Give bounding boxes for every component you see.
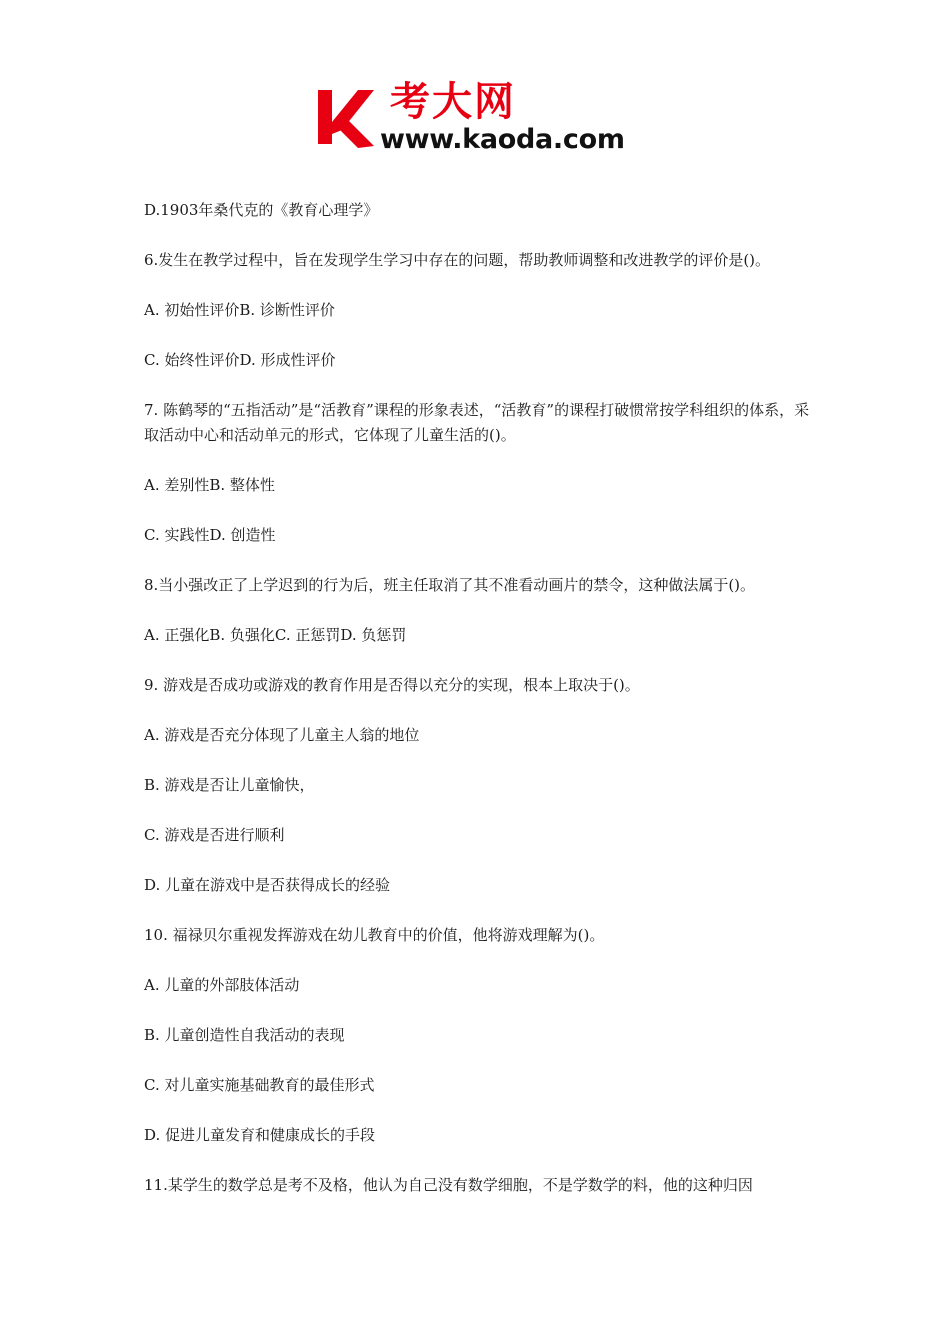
answer-option: A. 初始性评价B. 诊断性评价 xyxy=(144,301,335,319)
answer-option: B. 游戏是否让儿童愉快， xyxy=(144,776,315,794)
answer-option: A. 游戏是否充分体现了儿童主人翁的地位 xyxy=(144,726,420,744)
question-11: 11.某学生的数学总是考不及格，他认为自己没有数学细胞，不是学数学的料，他的这种归因 xyxy=(144,1176,753,1194)
logo-chinese-text: 考大网 xyxy=(390,79,516,125)
document-body xyxy=(144,198,824,1223)
kaoda-logo xyxy=(318,80,638,158)
answer-option: C. 始终性评价D. 形成性评价 xyxy=(144,351,336,369)
answer-option: D. 促进儿童发育和健康成长的手段 xyxy=(144,1126,376,1144)
k-logo-icon xyxy=(318,84,380,150)
question-6: 6.发生在教学过程中，旨在发现学生学习中存在的问题，帮助教师调整和改进教学的评价是()。 xyxy=(144,251,771,269)
answer-option: D. 儿童在游戏中是否获得成长的经验 xyxy=(144,876,391,894)
answer-option: A. 儿童的外部肢体活动 xyxy=(144,976,300,994)
question-8: 8.当小强改正了上学迟到的行为后，班主任取消了其不准看动画片的禁令，这种做法属于()。 xyxy=(144,576,756,594)
answer-option: A. 正强化B. 负强化C. 正惩罚D. 负惩罚 xyxy=(144,626,407,644)
answer-option: D.1903年桑代克的《教育心理学》 xyxy=(144,201,379,219)
answer-option: C. 游戏是否进行顺利 xyxy=(144,826,285,844)
question-7: 7. 陈鹤琴的“五指活动”是“活教育”课程的形象表述，“活教育”的课程打破惯常按学科组织的体系，采取活动中心和活动单元的形式，它体现了儿童生活的()。 xyxy=(144,401,810,444)
logo-url-text: www.kaoda.com xyxy=(380,124,625,155)
answer-option: A. 差别性B. 整体性 xyxy=(144,476,275,494)
answer-option: C. 实践性D. 创造性 xyxy=(144,526,276,544)
answer-option: C. 对儿童实施基础教育的最佳形式 xyxy=(144,1076,375,1094)
question-10: 10. 福禄贝尔重视发挥游戏在幼儿教育中的价值，他将游戏理解为()。 xyxy=(144,926,605,944)
answer-option: B. 儿童创造性自我活动的表现 xyxy=(144,1026,345,1044)
question-9: 9. 游戏是否成功或游戏的教育作用是否得以充分的实现，根本上取决于()。 xyxy=(144,676,640,694)
